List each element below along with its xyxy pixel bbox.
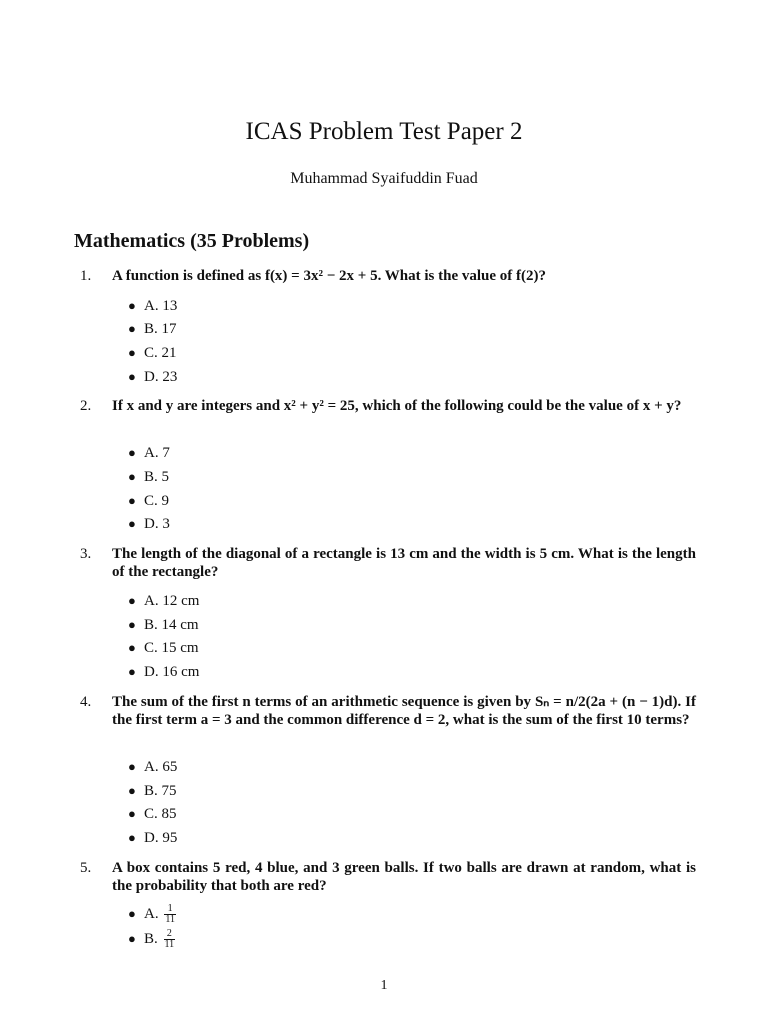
- question-number: 3.: [80, 546, 92, 562]
- option-a: ● A. 7: [128, 445, 170, 461]
- option-d: ● D. 16 cm: [128, 664, 200, 680]
- bullet-icon: ●: [128, 469, 136, 484]
- question-text: If x and y are integers and x² + y² = 25, which of the following could be the value of x + y?: [112, 398, 682, 414]
- option-b: ● B. $\frac{2}{11}$: [128, 928, 175, 950]
- bullet-icon: ●: [128, 345, 136, 360]
- bullet-icon: ●: [128, 806, 136, 821]
- bullet-icon: ●: [128, 298, 136, 313]
- question-text: The length of the diagonal of a rectangle is 13 cm and the width is 5 cm. What is the length of the rectangle?: [112, 546, 696, 580]
- question-3: [80, 545, 696, 581]
- question-number: 5.: [80, 860, 92, 876]
- bullet-icon: ●: [128, 640, 136, 655]
- question-text: A box contains 5 red, 4 blue, and 3 green balls. If two balls are drawn at random, what is the probability that both are red?: [112, 860, 696, 894]
- option-b: ● B. 14 cm: [128, 617, 199, 633]
- fraction: $\frac{2}{11}$: [164, 928, 175, 950]
- bullet-icon: ●: [128, 445, 136, 460]
- option-a: ● A. 65: [128, 759, 178, 775]
- bullet-icon: ●: [128, 593, 136, 608]
- author-name: Muhammad Syaifuddin Fuad: [290, 170, 478, 187]
- bullet-icon: ●: [128, 617, 136, 632]
- question-1: [80, 267, 696, 285]
- bullet-icon: ●: [128, 664, 136, 679]
- option-d: ● D. 95: [128, 830, 178, 846]
- bullet-icon: ●: [128, 905, 136, 921]
- option-a: ● A. $\frac{1}{11}$: [128, 903, 175, 925]
- question-number: 2.: [80, 398, 92, 414]
- page-number: 1: [380, 978, 388, 993]
- question-text: The sum of the first n terms of an arithmetic sequence is given by Sₙ = n/2(2a + (n − 1)d). If the first term a = 3 and the common difference d = 2, what is the sum of the first 10 terms?: [112, 694, 696, 728]
- page-title: ICAS Problem Test Paper 2: [245, 118, 523, 145]
- question-text: A function is defined as f(x) = 3x² − 2x + 5. What is the value of f(2)?: [112, 268, 547, 284]
- option-c: ● C. 9: [128, 493, 170, 509]
- bullet-icon: ●: [128, 930, 136, 946]
- section-heading: Mathematics (35 Problems): [74, 230, 310, 252]
- question-number: 1.: [80, 268, 92, 284]
- bullet-icon: ●: [128, 783, 136, 798]
- option-b: ● B. 17: [128, 321, 177, 337]
- option-b: ● B. 75: [128, 783, 177, 799]
- option-b: ● B. 5: [128, 469, 170, 485]
- bullet-icon: ●: [128, 830, 136, 845]
- bullet-icon: ●: [128, 759, 136, 774]
- option-c: ● C. 15 cm: [128, 640, 199, 656]
- option-a: ● A. 12 cm: [128, 593, 200, 609]
- question-4: [80, 693, 696, 729]
- fraction: $\frac{1}{11}$: [165, 903, 175, 925]
- option-c: ● C. 85: [128, 806, 177, 822]
- bullet-icon: ●: [128, 369, 136, 384]
- question-2: [80, 397, 696, 415]
- option-c: ● C. 21: [128, 345, 177, 361]
- question-number: 4.: [80, 694, 92, 710]
- option-a: ● A. 13: [128, 298, 178, 314]
- option-d: ● D. 3: [128, 516, 170, 532]
- question-5: [80, 859, 696, 895]
- bullet-icon: ●: [128, 321, 136, 336]
- bullet-icon: ●: [128, 493, 136, 508]
- bullet-icon: ●: [128, 516, 136, 531]
- option-d: ● D. 23: [128, 369, 178, 385]
